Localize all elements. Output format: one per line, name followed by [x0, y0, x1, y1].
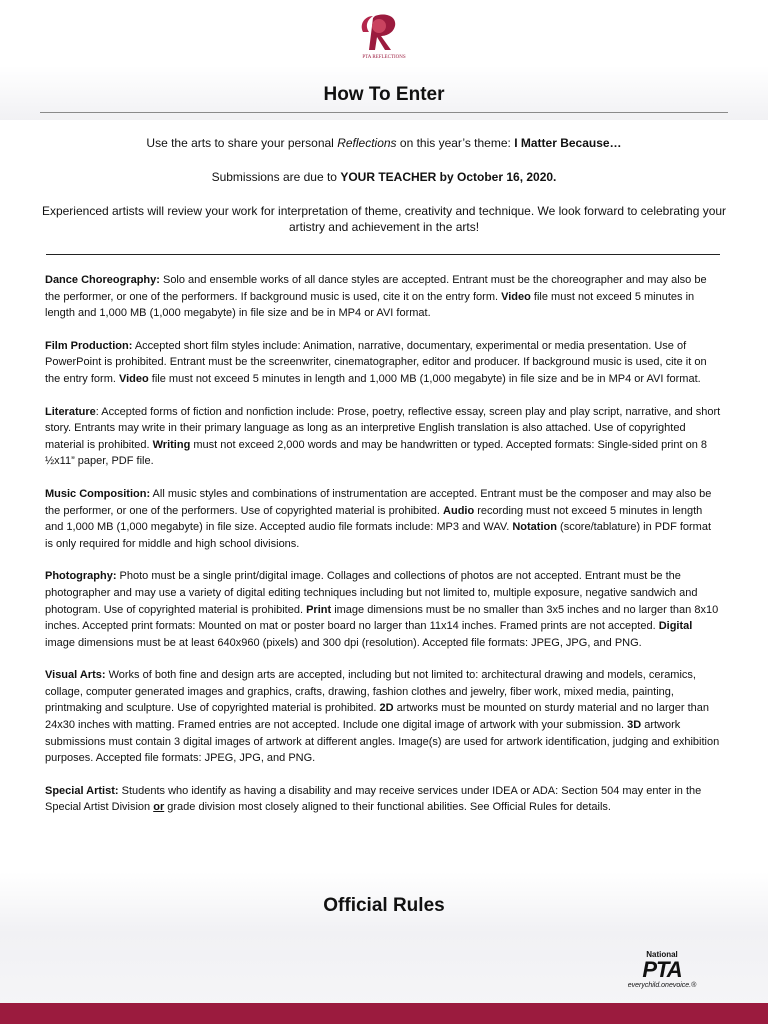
category-text: Solo and ensemble works of all dance styles are accepted. Entrant must be the choreographer and may also be the performer, or one of the performers. If background music is used, cite it on the entry form.: [45, 274, 707, 303]
category-text: artworks must be mounted on sturdy material and no larger than 24x30 inches with matting. Framed entries are not accepted. Include one digital image of artwork with your submission.: [45, 702, 710, 732]
svg-text:PTA REFLECTIONS: PTA REFLECTIONS: [362, 55, 406, 60]
theme-name: I Matter Because…: [514, 136, 622, 150]
pta-wordmark: PTA: [642, 957, 682, 982]
pta-national-text: National: [646, 950, 678, 959]
section-divider: [46, 254, 720, 255]
category-music: [45, 486, 721, 552]
theme-text: Use the arts to share your personal: [146, 136, 338, 150]
category-film: [45, 338, 721, 388]
category-label: Photography:: [45, 570, 117, 583]
category-text: Works of both fine and design arts are accepted, including but not limited to: architectural drawing and models, ceramics, collage, computer generated images and graphics, crafts, drawing, fashion clothes and jewelry, fiber work, mixed media, painting, printmaking and sculpture. Use of copyrighted material is prohibited.: [45, 669, 696, 715]
category-keyword: Audio: [443, 504, 475, 517]
theme-reflections: Reflections: [337, 136, 397, 150]
category-dance: [45, 272, 721, 322]
category-label: Dance Choreography:: [45, 274, 160, 286]
title-divider: [40, 112, 728, 113]
due-date: YOUR TEACHER by October 16, 2020.: [340, 170, 557, 184]
pta-reflections-logo: [355, 10, 413, 60]
category-keyword: Video: [501, 290, 531, 303]
category-keyword: Writing: [152, 438, 191, 451]
category-text: file must not exceed 5 minutes in length and 1,000 MB (1,000 megabyte) in file size and be in MP4 or AVI format.: [45, 290, 695, 320]
category-text: : Accepted forms of fiction and nonfiction include: Prose, poetry, reflective essay, screen play and play script, narrative, and short story. Entrants may write in their primary language as long as an interpretive English translation is also attached. Use of copyrighted material is prohibited.: [45, 405, 721, 451]
category-special-artist: [45, 783, 721, 816]
category-text: Accepted short film styles include: Animation, narrative, documentary, experimental or media presentation. Use of PowerPoint is prohibited. Entrant must be the screenwriter, cinematographer, editor and producer. If background music is used, cite it on the entry form.: [45, 339, 707, 385]
page-title: How To Enter: [323, 84, 445, 105]
national-pta-logo: [622, 950, 702, 996]
category-label: Literature: [45, 405, 96, 418]
category-text: artwork submissions must contain 3 digital images of artwork at different angles. Image(s) are used for artwork identification, judging and exhibition purposes. Accepted file formats: JPEG, JPG, and PNG.: [45, 719, 720, 765]
category-text: grade division most closely aligned to their functional abilities. See Official Rules for details.: [164, 801, 611, 814]
review-line: Experienced artists will review your work for interpretation of theme, creativity and technique. We look forward to celebrating your artistry and achievement in the arts!: [41, 204, 727, 234]
category-label: Visual Arts:: [45, 669, 106, 682]
category-emphasis: or: [153, 801, 165, 814]
theme-text-mid: on this year’s theme:: [396, 136, 515, 150]
category-label: Special Artist:: [45, 784, 119, 797]
category-text: Students who identify as having a disability and may receive services under IDEA or ADA: Section 504 may enter in the Special Artist Division: [45, 784, 702, 814]
categories-section: [45, 272, 721, 832]
due-text: Submissions are due to: [211, 170, 341, 184]
category-text: image dimensions must be at least 640x960 (pixels) and 300 dpi (resolution). Accepted file formats: JPEG, JPG, and PNG.: [45, 636, 642, 649]
category-text: must not exceed 2,000 words and may be handwritten or typed. Accepted formats: Single-sided print on 8 ½x11” paper, PDF file.: [45, 438, 707, 468]
category-label: Film Production:: [45, 339, 133, 352]
category-text: Photo must be a single print/digital image. Collages and collections of photos are not accepted. Entrant must be the photographer and may use a variety of digital editing techniques including but not limited to, multiple exposure, negative sandwich and photogram. Use of copyrighted material is prohibited.: [45, 570, 698, 616]
category-keyword: Video: [118, 372, 149, 385]
category-keyword: Notation: [512, 521, 557, 534]
category-visual-arts: [45, 667, 721, 767]
category-text: All music styles and combinations of instrumentation are accepted. Entrant must be the composer and may also be the performer, or one of the performers. Use of copyrighted material is prohibited.: [45, 487, 712, 517]
category-label: Music Composition:: [45, 487, 151, 500]
category-text: recording must not exceed 5 minutes in length and 1,000 MB (1,000 megabyte) in file size. Accepted audio file formats include: MP3 and WAV.: [45, 504, 703, 534]
official-rules-heading: Official Rules: [323, 895, 445, 916]
category-literature: [45, 404, 721, 470]
category-keyword: Digital: [658, 620, 693, 633]
category-keyword: 3D: [627, 719, 642, 732]
category-keyword: 2D: [379, 702, 394, 715]
pta-tagline: everychild.onevoice.®: [627, 982, 697, 989]
bottom-brand-bar: [0, 1003, 768, 1024]
category-keyword: Print: [306, 603, 332, 616]
category-text: image dimensions must be no smaller than 3x5 inches and no larger than 8x10 inches. Accepted print formats: Mounted on mat or poster board no larger than 11x14 inches. Framed prints are not accepted.: [45, 603, 719, 633]
due-line: [40, 169, 728, 185]
theme-line: [40, 135, 728, 151]
category-photography: [45, 568, 721, 651]
intro-section: [40, 135, 728, 235]
category-text: (score/tablature) in PDF format is only required for middle and high school divisions.: [45, 521, 712, 550]
category-text: file must not exceed 5 minutes in length and 1,000 MB (1,000 megabyte) in file size and be in MP4 or AVI format.: [148, 372, 701, 385]
